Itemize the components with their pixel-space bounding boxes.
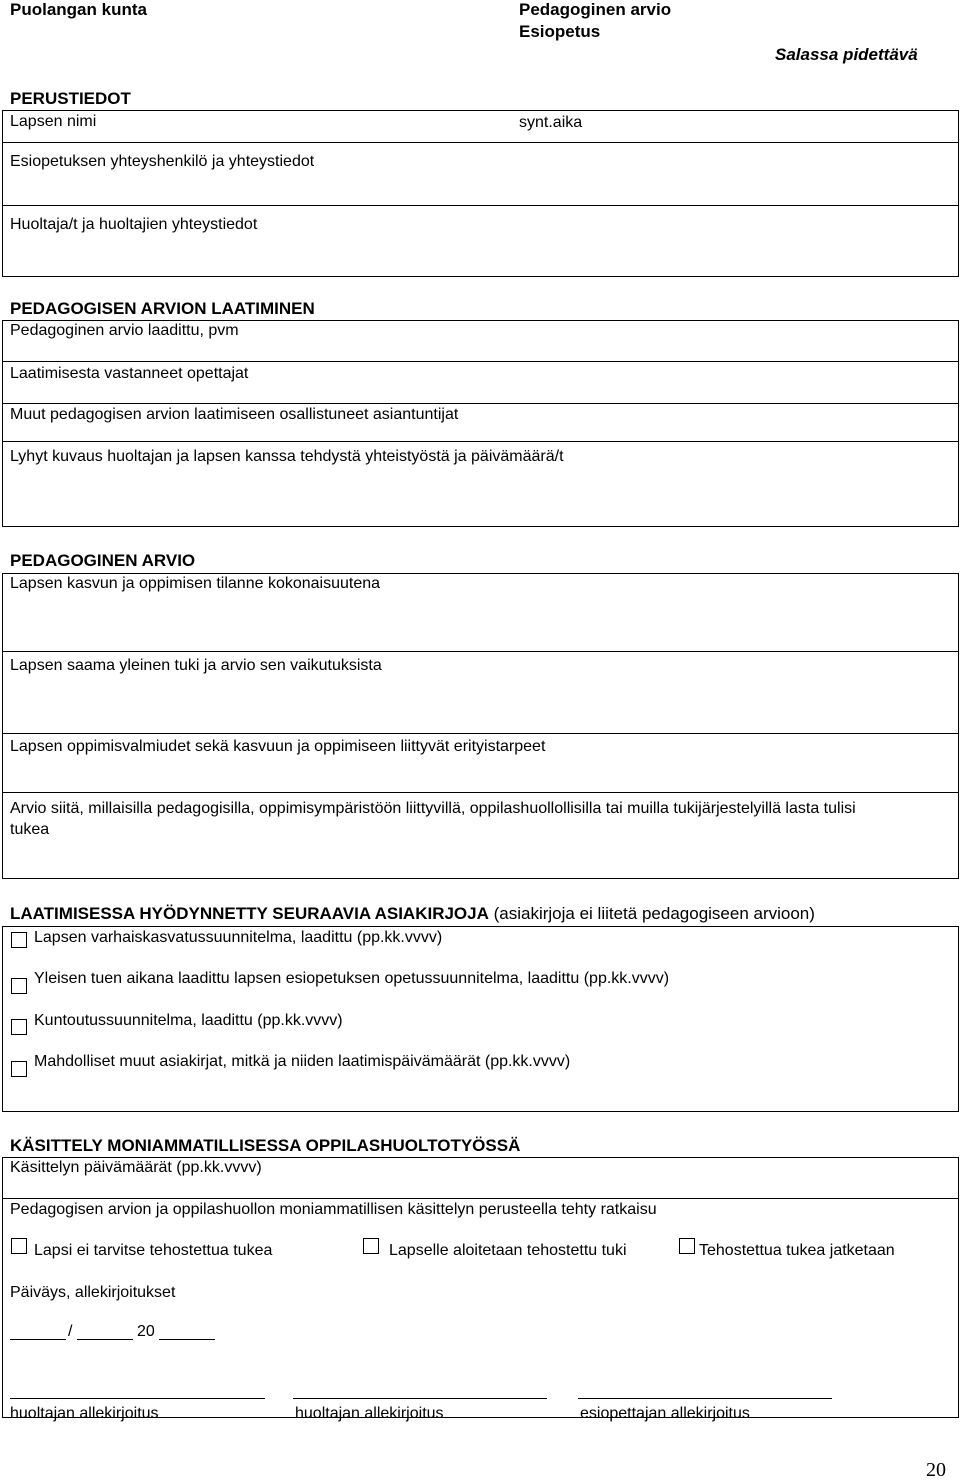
municipality-name: Puolangan kunta — [10, 0, 147, 19]
processing-date-label: Käsittelyn päivämäärät (pp.kk.vvvv) — [10, 1159, 262, 1176]
divider — [3, 792, 958, 793]
signer-guardian-1: huoltajan allekirjoitus — [10, 1405, 159, 1422]
date-slash: / — [68, 1323, 73, 1340]
document-checkbox-3[interactable] — [11, 1019, 27, 1035]
basic-info-box — [2, 110, 959, 277]
document-item-3: Kuntoutussuunnitelma, laadittu (pp.kk.vvvv) — [34, 1012, 343, 1029]
document-checkbox-4[interactable] — [11, 1061, 27, 1077]
preparation-heading: PEDAGOGISEN ARVION LAATIMINEN — [10, 299, 315, 318]
evaluation-label: Arvio siitä, millaisilla pedagogisilla, oppimisympäristöön liittyvillä, oppilashuollollisilla tai muilla tukijärjestelyillä lasta tulisi — [10, 800, 856, 817]
decision-label: Pedagogisen arvion ja oppilashuollon moniammatillisen käsittelyn perusteella tehty ratkaisu — [10, 1201, 657, 1218]
option-start-support: Lapselle aloitetaan tehostettu tuki — [389, 1242, 627, 1259]
guardians-label: Huoltaja/t ja huoltajien yhteystiedot — [10, 216, 258, 233]
documents-heading-line — [10, 904, 815, 924]
option-checkbox-start-support[interactable] — [363, 1238, 379, 1254]
date-day-line[interactable] — [10, 1339, 66, 1340]
option-checkbox-no-support[interactable] — [11, 1238, 27, 1254]
preparation-box — [2, 320, 959, 527]
document-checkbox-1[interactable] — [11, 932, 27, 948]
processing-heading: KÄSITTELY MONIAMMATILLISESSA OPPILASHUOLTOTYÖSSÄ — [10, 1136, 521, 1155]
document-item-2: Yleisen tuen aikana laadittu lapsen esiopetuksen opetussuunnitelma, laadittu (pp.kk.vvvv) — [34, 970, 670, 987]
date-year-line[interactable] — [159, 1339, 215, 1340]
situation-label: Lapsen kasvun ja oppimisen tilanne kokonaisuutena — [10, 575, 381, 592]
documents-box — [2, 926, 959, 1112]
signatures-label: Päiväys, allekirjoitukset — [10, 1284, 176, 1301]
birth-date-label: synt.aika — [519, 114, 583, 131]
divider — [3, 1198, 958, 1199]
date-year-prefix: 20 — [137, 1323, 155, 1340]
option-continue-support: Tehostettua tukea jatketaan — [699, 1242, 895, 1259]
page-number: 20 — [926, 1459, 946, 1481]
basic-info-heading: PERUSTIEDOT — [10, 89, 131, 108]
divider — [3, 441, 958, 442]
document-item-4: Mahdolliset muut asiakirjat, mitkä ja niiden laatimispäivämäärät (pp.kk.vvvv) — [34, 1053, 571, 1070]
divider — [3, 403, 958, 404]
support-label: Lapsen saama yleinen tuki ja arvio sen vaikutuksista — [10, 657, 382, 674]
document-item-1: Lapsen varhaiskasvatussuunnitelma, laadittu (pp.kk.vvvv) — [34, 929, 443, 946]
documents-heading: LAATIMISESSA HYÖDYNNETTY SEURAAVIA ASIAKIRJOJA — [10, 904, 489, 923]
option-checkbox-continue-support[interactable] — [679, 1238, 695, 1254]
signer-teacher: esiopettajan allekirjoitus — [580, 1405, 750, 1422]
documents-heading-note: (asiakirjoja ei liitetä pedagogiseen arvioon) — [493, 904, 815, 923]
preparation-date-label: Pedagoginen arvio laadittu, pvm — [10, 322, 239, 339]
signature-line-2[interactable] — [293, 1398, 547, 1399]
confidential-label: Salassa pidettävä — [775, 45, 918, 64]
document-checkbox-2[interactable] — [11, 978, 27, 994]
contact-person-label: Esiopetuksen yhteyshenkilö ja yhteystiedot — [10, 153, 315, 170]
assessment-box — [2, 573, 959, 879]
divider — [3, 651, 958, 652]
cooperation-label: Lyhyt kuvaus huoltajan ja lapsen kanssa tehdystä yhteistyöstä ja päivämäärä/t — [10, 448, 564, 465]
signature-line-1[interactable] — [10, 1398, 265, 1399]
date-month-line[interactable] — [77, 1339, 133, 1340]
document-title: Pedagoginen arvio — [519, 0, 672, 19]
needs-label: Lapsen oppimisvalmiudet sekä kasvuun ja oppimiseen liittyvät erityistarpeet — [10, 738, 546, 755]
option-no-support: Lapsi ei tarvitse tehostettua tukea — [34, 1242, 273, 1259]
assessment-heading: PEDAGOGINEN ARVIO — [10, 551, 196, 570]
processing-box — [2, 1157, 959, 1422]
signer-guardian-2: huoltajan allekirjoitus — [295, 1405, 444, 1422]
evaluation-label-continued: tukea — [10, 821, 50, 838]
document-subtitle: Esiopetus — [519, 22, 601, 41]
signature-line-3[interactable] — [578, 1398, 832, 1399]
teachers-label: Laatimisesta vastanneet opettajat — [10, 365, 249, 382]
child-name-label: Lapsen nimi — [10, 113, 97, 130]
experts-label: Muut pedagogisen arvion laatimiseen osallistuneet asiantuntijat — [10, 406, 459, 423]
divider — [3, 205, 958, 206]
divider — [3, 733, 958, 734]
divider — [3, 361, 958, 362]
divider — [3, 142, 958, 143]
